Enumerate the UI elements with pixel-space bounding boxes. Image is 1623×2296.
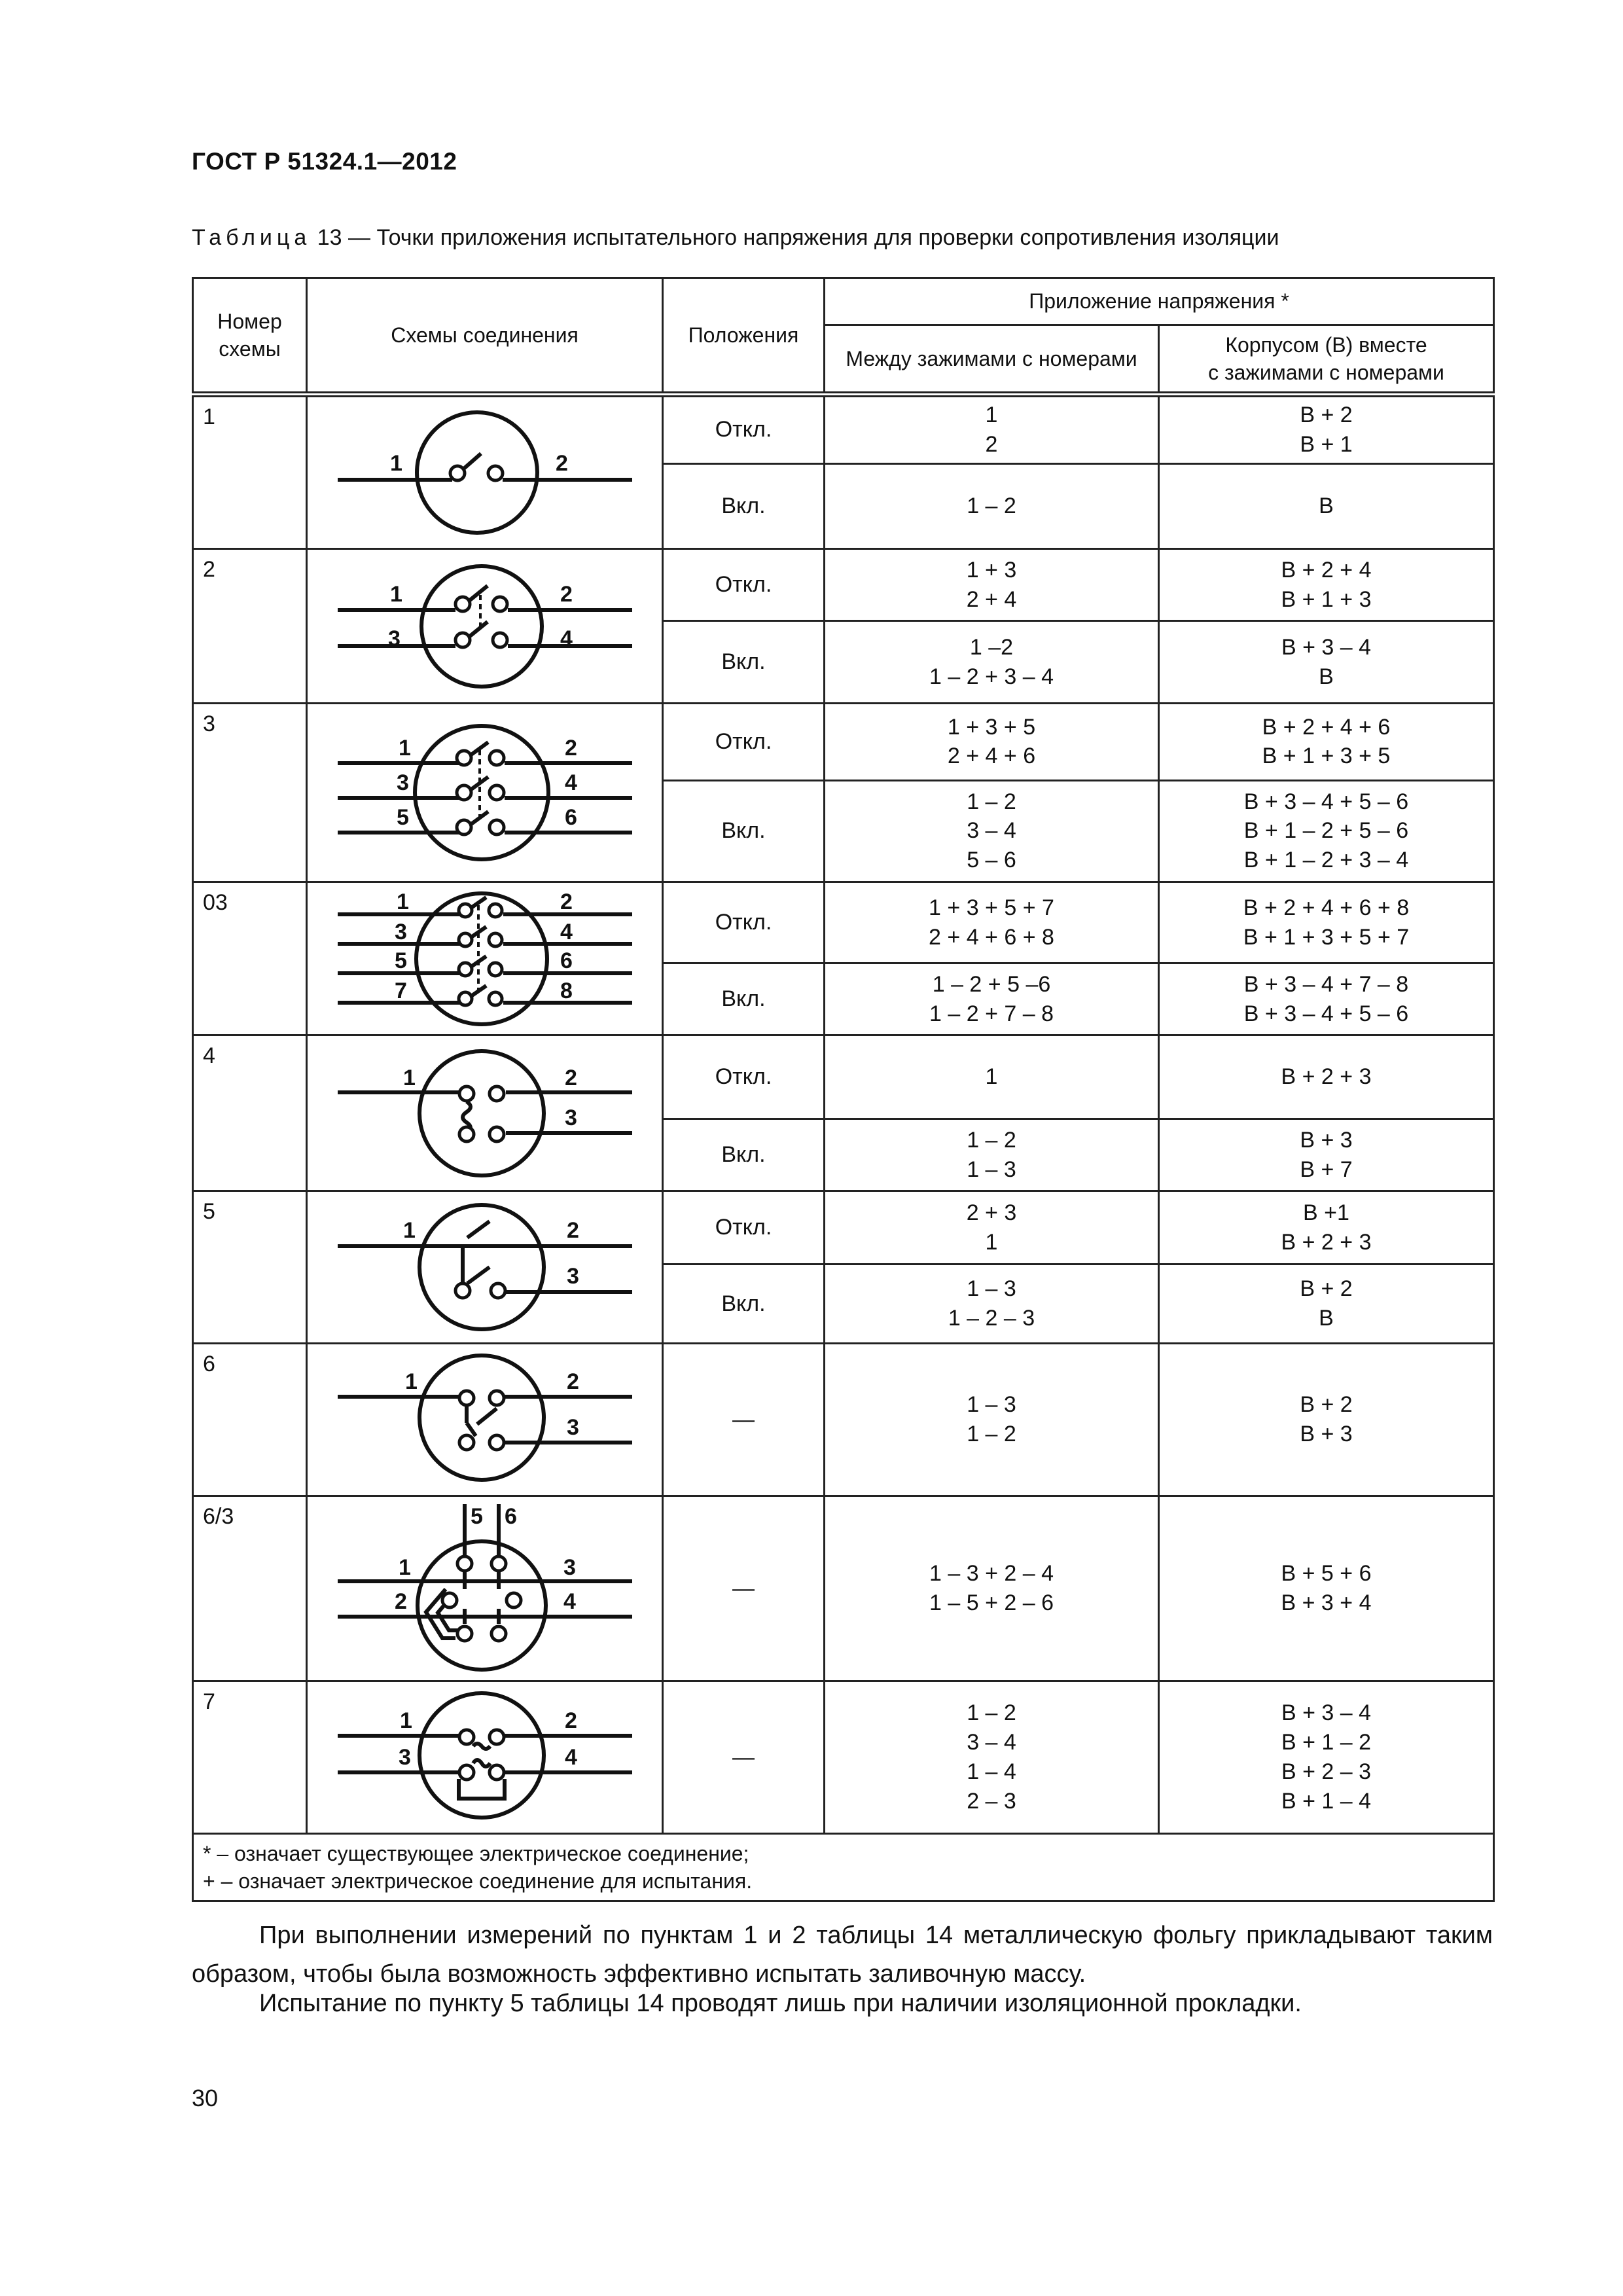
svg-text:1: 1 (389, 451, 402, 476)
between-terminals-cell: 1 + 3 + 5 2 + 4 + 6 (825, 704, 1159, 781)
between-terminals-cell: 1 – 3 1 – 2 (825, 1344, 1159, 1496)
between-terminals-cell: 1 – 2 (825, 463, 1159, 548)
housing-terminals-cell: B + 2 + 4 B + 1 + 3 (1159, 549, 1494, 621)
svg-text:2: 2 (560, 581, 573, 607)
table-row (193, 704, 1494, 781)
scheme-number: 2 (193, 549, 307, 704)
position-cell: Откл. (663, 549, 825, 621)
svg-text:1: 1 (398, 1555, 411, 1580)
scheme-diagram-cell (307, 549, 663, 704)
housing-terminals-cell: B + 3 B + 7 (1159, 1119, 1494, 1191)
scheme-number: 4 (193, 1035, 307, 1191)
position-cell: Вкл. (663, 463, 825, 548)
svg-text:1: 1 (402, 1065, 416, 1090)
scheme-2-diagram (321, 554, 649, 698)
svg-text:5: 5 (396, 805, 409, 830)
svg-text:2: 2 (564, 1708, 577, 1733)
svg-text:3: 3 (563, 1555, 576, 1580)
between-terminals-cell: 1 – 2 3 – 4 5 – 6 (825, 780, 1159, 882)
scheme-7-diagram (321, 1682, 649, 1833)
housing-terminals-cell: B + 2 + 4 + 6 B + 1 + 3 + 5 (1159, 704, 1494, 781)
scheme-diagram-cell (307, 704, 663, 882)
footnote-existing: * – означает существующее электрическое соединение; (203, 1842, 749, 1865)
position-cell: Вкл. (663, 1119, 825, 1191)
housing-terminals-cell: B + 2 B (1159, 1265, 1494, 1344)
scheme-number: 7 (193, 1681, 307, 1834)
scheme-diagram-cell (307, 395, 663, 549)
svg-text:3: 3 (398, 1745, 411, 1770)
scheme-diagram-cell (307, 1191, 663, 1344)
between-terminals-cell: 1 – 2 + 5 –6 1 – 2 + 7 – 8 (825, 963, 1159, 1035)
paragraph-1: При выполнении измерений по пунктам 1 и 2 таблицы 14 металлическую фольгу прикладывают таким образом, чтобы была возможность эффективно испытать заливочную массу. (192, 1922, 1493, 1988)
svg-text:3: 3 (566, 1415, 579, 1440)
svg-text:2: 2 (566, 1369, 579, 1394)
table-caption (192, 225, 1279, 251)
svg-text:5: 5 (394, 948, 407, 973)
between-terminals-cell: 1 + 3 + 5 + 7 2 + 4 + 6 + 8 (825, 882, 1159, 963)
housing-terminals-cell: B (1159, 463, 1494, 548)
header-positions: Положения (663, 278, 825, 395)
page-header: ГОСТ Р 51324.1—2012 (192, 148, 457, 175)
position-cell: Откл. (663, 1191, 825, 1265)
scheme-number: 1 (193, 395, 307, 549)
svg-text:3: 3 (566, 1264, 579, 1289)
svg-text:3: 3 (394, 919, 407, 944)
page-number: 30 (192, 2085, 219, 2111)
footnote-test: + – означает электрическое соединение для испытания. (203, 1869, 753, 1893)
header-schemes: Схемы соединения (307, 278, 663, 395)
housing-terminals-cell: B + 2 + 3 (1159, 1035, 1494, 1119)
position-cell: Вкл. (663, 780, 825, 882)
between-terminals-cell: 1 –2 1 – 2 + 3 – 4 (825, 621, 1159, 704)
between-terminals-cell: 1 (825, 1035, 1159, 1119)
housing-terminals-cell: B + 3 – 4 B + 1 – 2 B + 2 – 3 B + 1 – 4 (1159, 1681, 1494, 1834)
scheme-number: 3 (193, 704, 307, 882)
scheme-diagram-cell (307, 1496, 663, 1681)
table-row (193, 1681, 1494, 1834)
table-row (193, 1344, 1494, 1496)
between-terminals-cell: 1 – 3 + 2 – 4 1 – 5 + 2 – 6 (825, 1496, 1159, 1681)
scheme-6-diagram (321, 1344, 649, 1495)
scheme-4-diagram (321, 1038, 649, 1189)
between-terminals-cell: 1 – 2 3 – 4 1 – 4 2 – 3 (825, 1681, 1159, 1834)
position-cell: — (663, 1344, 825, 1496)
housing-terminals-cell: B + 2 B + 3 (1159, 1344, 1494, 1496)
svg-text:2: 2 (566, 1218, 579, 1243)
svg-text:1: 1 (402, 1218, 416, 1243)
position-cell: Откл. (663, 395, 825, 464)
housing-terminals-cell: B + 2 B + 1 (1159, 395, 1494, 464)
svg-text:2: 2 (560, 889, 573, 914)
housing-terminals-cell: B +1 B + 2 + 3 (1159, 1191, 1494, 1265)
housing-terminals-cell: B + 5 + 6 B + 3 + 4 (1159, 1496, 1494, 1681)
scheme-diagram-cell (307, 882, 663, 1035)
svg-text:8: 8 (560, 978, 573, 1003)
scheme-diagram-cell (307, 1344, 663, 1496)
svg-text:2: 2 (394, 1589, 407, 1614)
svg-text:4: 4 (563, 1589, 576, 1614)
svg-text:2: 2 (555, 451, 568, 476)
svg-text:6: 6 (564, 805, 577, 830)
svg-text:1: 1 (399, 1708, 412, 1733)
scheme-3-diagram (321, 704, 649, 881)
scheme-diagram-cell (307, 1035, 663, 1191)
position-cell: Откл. (663, 704, 825, 781)
table-row (193, 549, 1494, 621)
header-voltage-application: Приложение напряжения * (825, 278, 1494, 325)
header-housing-with-terminals: Корпусом (B) вместе с зажимами с номерами (1159, 325, 1494, 395)
svg-text:2: 2 (564, 736, 577, 761)
scheme-number: 03 (193, 882, 307, 1035)
table-row (193, 1496, 1494, 1681)
position-cell: Откл. (663, 882, 825, 963)
svg-text:1: 1 (389, 581, 402, 607)
svg-text:5: 5 (470, 1504, 483, 1529)
table-row (193, 1035, 1494, 1119)
scheme-03-diagram (321, 887, 649, 1031)
svg-text:7: 7 (394, 978, 407, 1003)
header-scheme-number: Номер схемы (193, 278, 307, 395)
position-cell: Вкл. (663, 1265, 825, 1344)
table-row (193, 1191, 1494, 1265)
svg-text:3: 3 (564, 1105, 577, 1130)
scheme-number: 6/3 (193, 1496, 307, 1681)
svg-text:4: 4 (560, 626, 573, 651)
caption-text: 13 — Точки приложения испытательного напряжения для проверки сопротивления изоляции (311, 225, 1279, 250)
scheme-number: 6 (193, 1344, 307, 1496)
paragraph-2: Испытание по пункту 5 таблицы 14 проводят лишь при наличии изоляционной прокладки. (259, 1990, 1302, 2017)
svg-text:1: 1 (404, 1369, 418, 1394)
header-between-terminals: Между зажимами с номерами (825, 325, 1159, 395)
position-cell: — (663, 1681, 825, 1834)
table-row (193, 395, 1494, 464)
between-terminals-cell: 1 – 3 1 – 2 – 3 (825, 1265, 1159, 1344)
svg-text:1: 1 (398, 736, 411, 761)
scheme-diagram-cell (307, 1681, 663, 1834)
position-cell: — (663, 1496, 825, 1681)
scheme-number: 5 (193, 1191, 307, 1344)
position-cell: Вкл. (663, 963, 825, 1035)
scheme-1-diagram (321, 397, 649, 548)
svg-text:6: 6 (504, 1504, 517, 1529)
between-terminals-cell: 1 2 (825, 395, 1159, 464)
svg-text:4: 4 (564, 1745, 577, 1770)
caption-word: Таблица (192, 225, 312, 250)
svg-text:3: 3 (387, 626, 401, 651)
housing-terminals-cell: B + 2 + 4 + 6 + 8 B + 1 + 3 + 5 + 7 (1159, 882, 1494, 963)
svg-text:1: 1 (396, 889, 409, 914)
svg-text:3: 3 (396, 770, 409, 795)
svg-text:6: 6 (560, 948, 573, 973)
table-row (193, 882, 1494, 963)
position-cell: Вкл. (663, 621, 825, 704)
table-footnotes (193, 1834, 1494, 1901)
insulation-test-table (192, 277, 1495, 1902)
svg-text:4: 4 (560, 919, 573, 944)
housing-terminals-cell: B + 3 – 4 + 7 – 8 B + 3 – 4 + 5 – 6 (1159, 963, 1494, 1035)
housing-terminals-cell: B + 3 – 4 + 5 – 6 B + 1 – 2 + 5 – 6 B + 1 – 2 + 3 – 4 (1159, 780, 1494, 882)
between-terminals-cell: 1 – 2 1 – 3 (825, 1119, 1159, 1191)
position-cell: Откл. (663, 1035, 825, 1119)
svg-text:2: 2 (564, 1065, 577, 1090)
svg-text:4: 4 (564, 770, 577, 795)
scheme-6-3-diagram (321, 1498, 649, 1679)
between-terminals-cell: 2 + 3 1 (825, 1191, 1159, 1265)
scheme-5-diagram (321, 1192, 649, 1342)
housing-terminals-cell: B + 3 – 4 B (1159, 621, 1494, 704)
between-terminals-cell: 1 + 3 2 + 4 (825, 549, 1159, 621)
